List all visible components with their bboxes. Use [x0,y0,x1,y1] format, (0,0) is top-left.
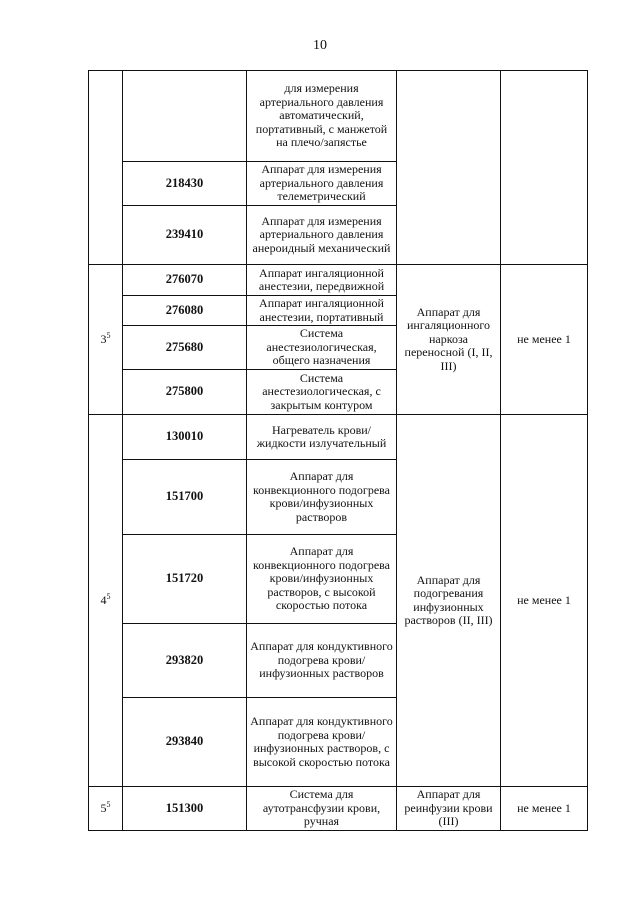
item-code: 151700 [123,460,247,535]
group-requirement: не менее 1 [501,265,588,415]
table-row [89,71,588,162]
item-name: Аппарат для измерения артериального давления телеметрический [247,162,397,206]
item-code: 275800 [123,370,247,415]
group-name: Аппарат для ингаляционного наркоза переносной (I, II, III) [397,265,501,415]
requirement-cell [501,71,588,265]
item-code: 218430 [123,162,247,206]
equipment-table [88,70,588,831]
group-requirement: не менее 1 [501,415,588,787]
group-number: $5^5$ [89,787,123,831]
item-code [123,71,247,162]
item-code: 293820 [123,624,247,698]
item-name: Аппарат ингаляционной анестезии, портативный [247,296,397,326]
group-name-cell [397,71,501,265]
item-code: 276070 [123,265,247,296]
item-name: Нагреватель крови/жидкости излучательный [247,415,397,460]
item-code: 276080 [123,296,247,326]
item-name: Система для аутотрансфузии крови, ручная [247,787,397,831]
item-code: 151720 [123,535,247,624]
item-name: Аппарат для конвекционного подогрева крови/инфузионных растворов [247,460,397,535]
item-name: Аппарат для кондуктивного подогрева крови/инфузионных растворов, с высокой скоростью потока [247,698,397,787]
item-code: 275680 [123,326,247,370]
page-number: 10 [313,38,327,53]
item-name: для измерения артериального давления автоматический, портативный, с манжетой на плечо/запястье [247,71,397,162]
table-row [89,415,588,460]
item-name: Аппарат для конвекционного подогрева крови/инфузионных растворов, с высокой скоростью потока [247,535,397,624]
item-name: Аппарат ингаляционной анестезии, передвижной [247,265,397,296]
group-number: $4^5$ [89,415,123,787]
item-code: 151300 [123,787,247,831]
group-number-cell [89,71,123,265]
item-name: Аппарат для измерения артериального давления анероидный механический [247,206,397,265]
item-name: Система анестезиологическая, с закрытым контуром [247,370,397,415]
item-name: Аппарат для кондуктивного подогрева крови/инфузионных растворов [247,624,397,698]
group-requirement: не менее 1 [501,787,588,831]
group-name: Аппарат для подогревания инфузионных растворов (II, III) [397,415,501,787]
item-name: Система анестезиологическая, общего назначения [247,326,397,370]
item-code: 239410 [123,206,247,265]
group-number: $3^5$ [89,265,123,415]
item-code: 293840 [123,698,247,787]
group-name: Аппарат для реинфузии крови (III) [397,787,501,831]
table-row [89,265,588,296]
table-row [89,787,588,831]
item-code: 130010 [123,415,247,460]
